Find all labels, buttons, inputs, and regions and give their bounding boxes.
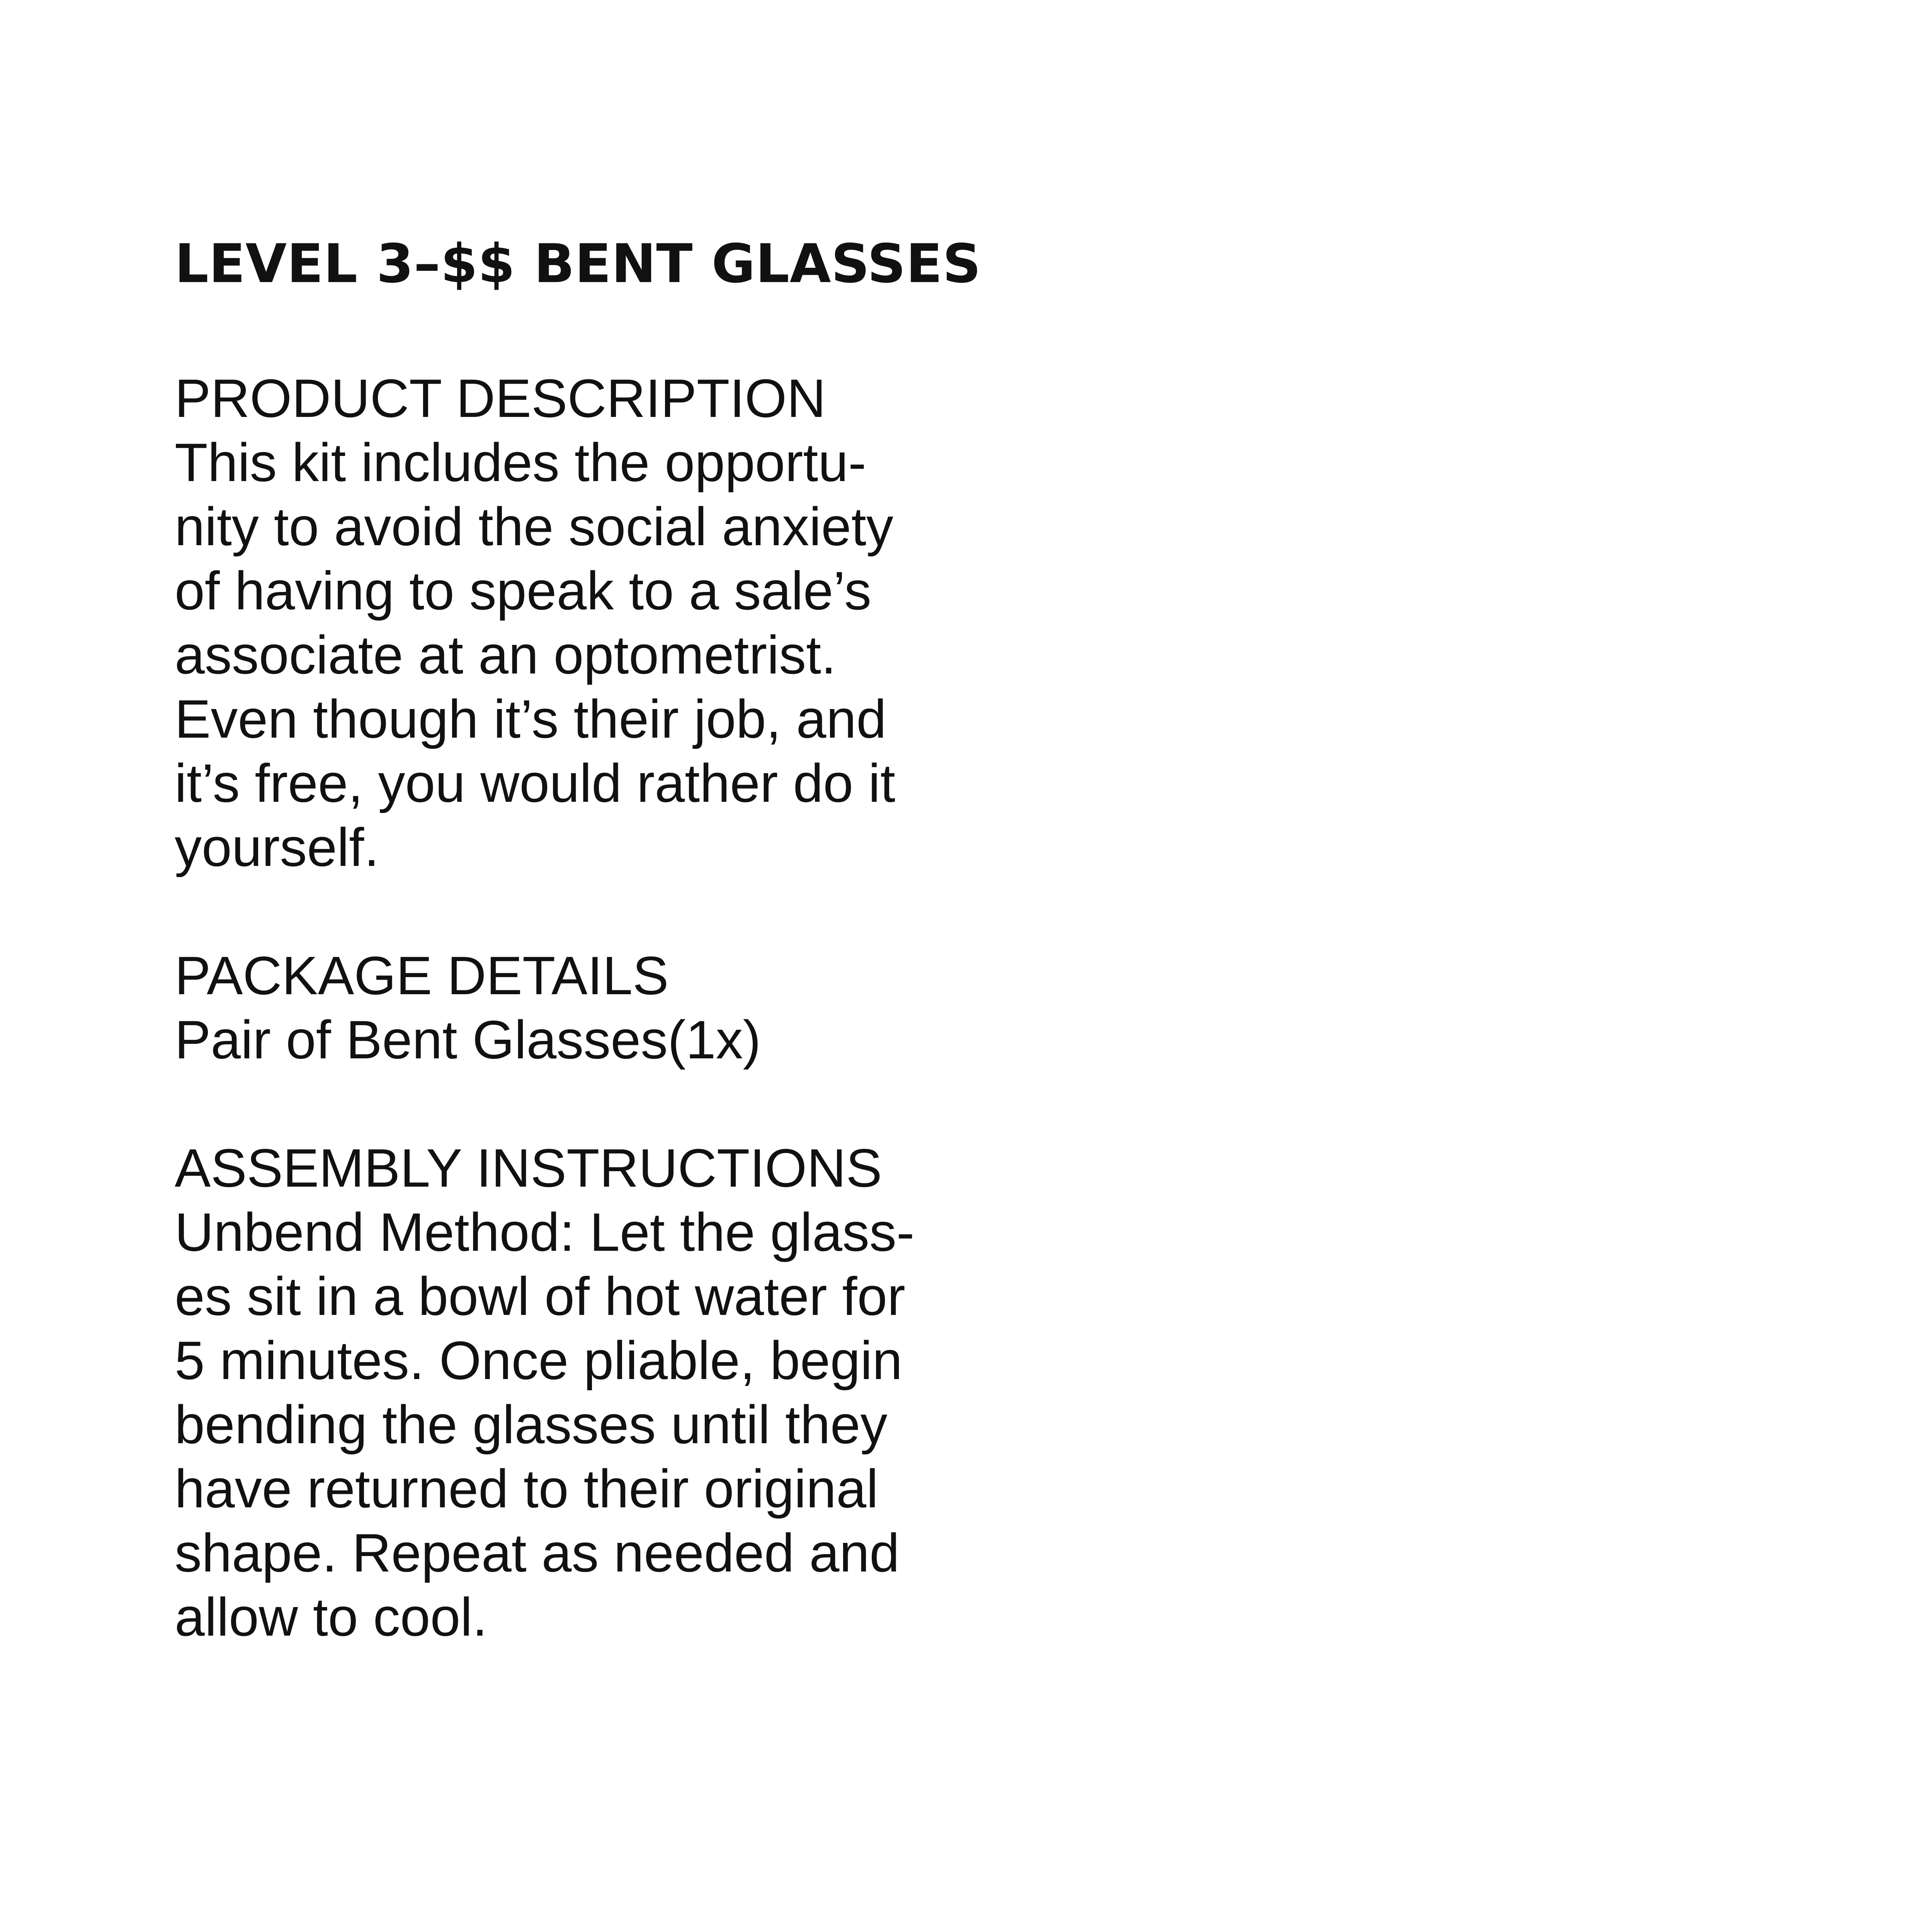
assembly-instructions-line: bending the glasses until they: [175, 1394, 888, 1455]
assembly-instructions-line: shape. Repeat as needed and: [175, 1522, 900, 1583]
product-description-line: associate at an optometrist.: [175, 624, 836, 685]
page-heading: LEVEL 3–$$ BENT GLASSES: [175, 233, 981, 295]
product-description-line: of having to speak to a sale’s: [175, 560, 872, 621]
product-description-title: PRODUCT DESCRIPTION: [175, 368, 826, 429]
assembly-instructions-title: ASSEMBLY INSTRUCTIONS: [175, 1138, 882, 1198]
product-description-line: nity to avoid the social anxiety: [175, 496, 893, 557]
assembly-instructions-line: 5 minutes. Once pliable, begin: [175, 1330, 903, 1391]
assembly-instructions-line: have returned to their original: [175, 1458, 879, 1519]
product-description-line: it’s free, you would rather do it: [175, 753, 896, 813]
assembly-instructions-line: es sit in a bowl of hot water for: [175, 1266, 905, 1327]
product-description-line: This kit includes the opportu-: [175, 432, 866, 493]
assembly-instructions-line: Unbend Method: Let the glass-: [175, 1202, 915, 1262]
product-description-line: Even though it’s their job, and: [175, 689, 887, 749]
assembly-instructions-section: [175, 1136, 994, 1649]
package-details-section: [175, 944, 994, 1072]
package-details-title: PACKAGE DETAILS: [175, 945, 669, 1006]
assembly-instructions-line: allow to cool.: [175, 1587, 488, 1647]
product-description-line: yourself.: [175, 817, 379, 878]
content-column: [175, 366, 994, 1713]
package-details-line: Pair of Bent Glasses(1x): [175, 1009, 761, 1070]
product-description-section: [175, 366, 994, 879]
